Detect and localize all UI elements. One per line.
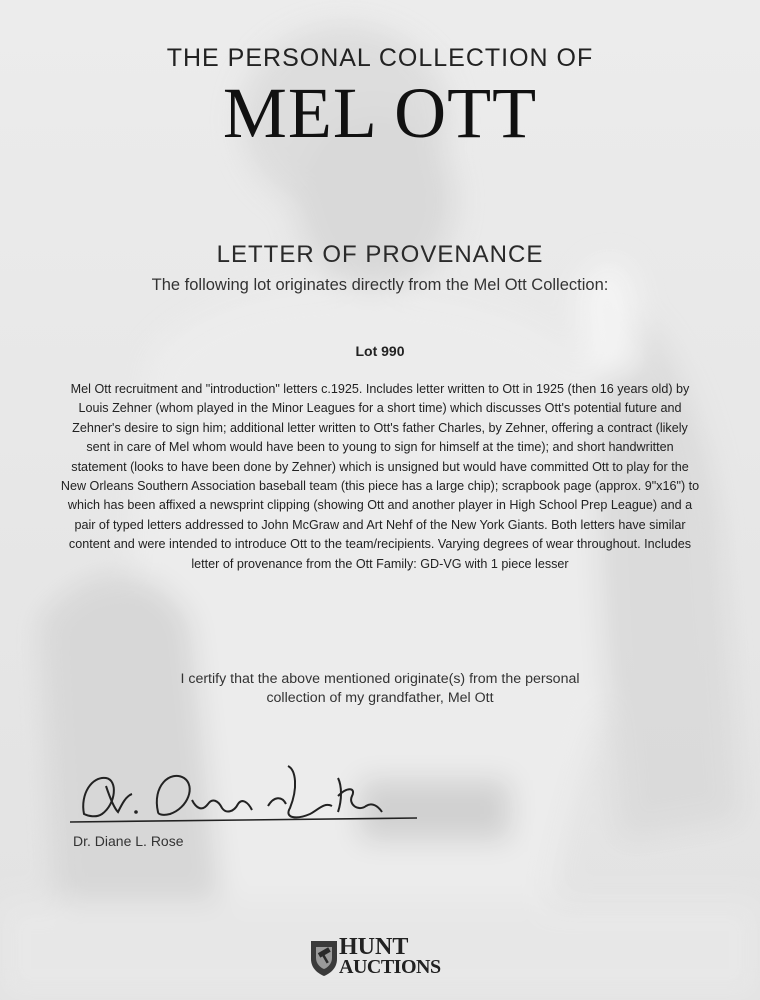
logo-line-auctions: AUCTIONS bbox=[339, 956, 441, 978]
document-subtitle: The following lot originates directly from the Mel Ott Collection: bbox=[151, 276, 609, 294]
collection-kicker: THE PERSONAL COLLECTION OF bbox=[166, 44, 594, 72]
document-title: LETTER OF PROVENANCE bbox=[216, 241, 544, 268]
certification-statement: I certify that the above mentioned originate(s) from the personal collection of my grandfather, Mel Ott bbox=[180, 671, 580, 706]
signer-name: Dr. Diane L. Rose bbox=[73, 833, 184, 849]
lot-description: Mel Ott recruitment and "introduction" letters c.1925. Includes letter written to Ott in 1925 (then 16 years old) by Louis Zehner (whom played in the Minor Leagues for a short time) which discusses Ott's potential future and Zehner's desire to sign him; additional letter written to Ott's father Charles, by Zehner, offering a contract (likely sent in care of Mel whom would have been to young to sign for himself at the time); and short handwritten statement (looks to have been done by Zehner) which is unsigned but would have committed Ott to play for the New Orleans Southern Association baseball team (this piece has a large chip); scrapbook page (approx. 9"x16") to which has been affixed a newsprint clipping (showing Ott and another player in High School Prep League) and a pair of typed letters addressed to John McGraw and Art Nehf of the New York Giants. Both letters have similar content and were intended to introduce Ott to the team/recipients. Varying degrees of wear throughout. Includes letter of provenance from the Ott Family: GD-VG with 1 piece lesser bbox=[60, 382, 700, 571]
gavel-shield-icon bbox=[309, 937, 341, 977]
logo-line-hunt: HUNT bbox=[339, 934, 409, 960]
lot-number: Lot 990 bbox=[355, 343, 405, 359]
collection-name: MEL OTT bbox=[222, 73, 538, 153]
handwritten-signature bbox=[62, 756, 422, 836]
signature-text: Dr. Diane L. Rose bbox=[62, 756, 70, 757]
hunt-auctions-logo bbox=[309, 935, 461, 981]
